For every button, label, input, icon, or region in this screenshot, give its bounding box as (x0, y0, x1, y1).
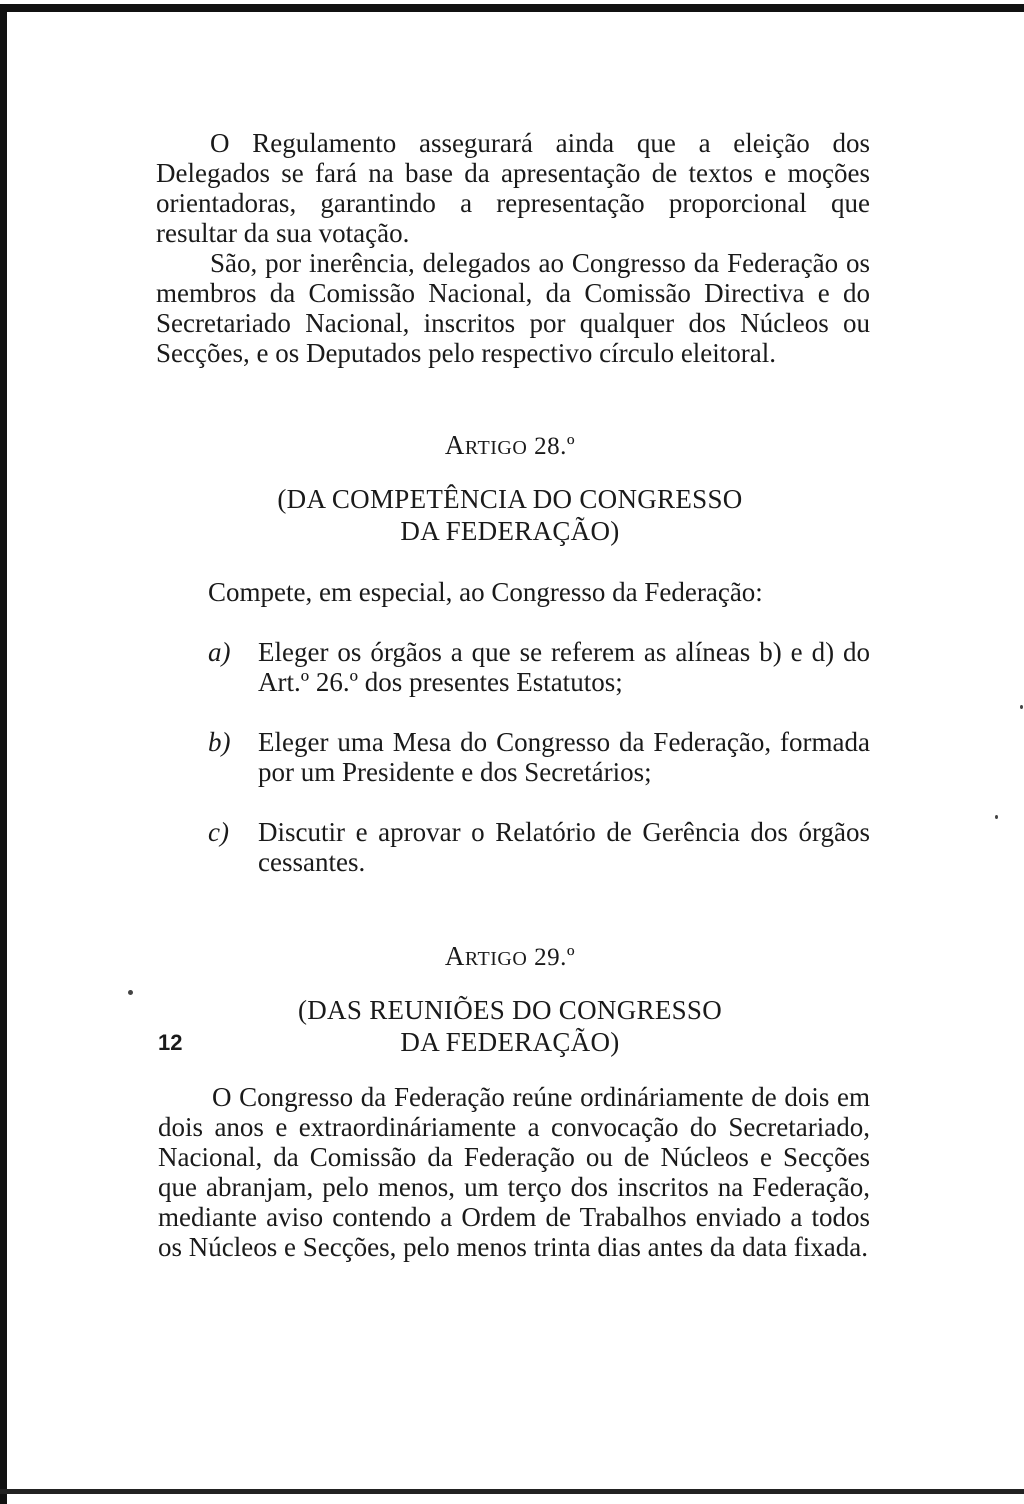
item-text: Eleger os órgãos a que se referem as alíneas b) e d) do Art.º 26.º dos presentes Estatutos; (258, 637, 870, 697)
article-29-number: 29.º (534, 944, 576, 971)
intro-paragraph-1: O Regulamento assegurará ainda que a eleição dos Delegados se fará na base da apresentação de textos e moções orientadoras, garantindo a representação proporcional que resultar da sua votação. (156, 128, 870, 248)
scan-speck (995, 815, 998, 819)
article-28-heading-cap: A (444, 430, 465, 460)
article-29-subtitle-line-1: (DAS REUNIÕES DO CONGRESSO (297, 995, 723, 1025)
item-letter: c) (208, 817, 229, 847)
article-28-number: 28.º (534, 433, 576, 460)
article-28-heading (150, 430, 870, 463)
scan-speck (128, 990, 133, 995)
article-29-subtitle-line-2: DA FEDERAÇÃO) (400, 1027, 620, 1057)
article-28-subtitle-line-1: (DA COMPETÊNCIA DO CONGRESSO (277, 484, 743, 514)
article-29-heading-word: RTIGO (464, 948, 528, 970)
page-number: 12 (158, 1030, 183, 1055)
document-page (150, 128, 870, 1262)
article-28-subtitle (150, 483, 870, 547)
intro-paragraph-2: São, por inerência, delegados ao Congresso da Federação os membros da Comissão Nacional, da Comissão Directiva e do Secretariado Nacional, inscritos por qualquer dos Núcleos ou Secções, e os Deputados pelo respectivo círculo eleitoral. (156, 248, 870, 368)
article-28-item-c (150, 817, 870, 877)
scan-border-left (0, 4, 7, 1504)
item-letter: b) (208, 727, 231, 757)
item-letter: a) (208, 637, 231, 667)
article-29-paragraph: O Congresso da Federação reúne ordináriamente de dois em dois anos e extraordináriamente a convocação do Secretariado, Nacional, da Comissão da Federação ou de Núcleos e Secções que abranjam, pelo menos, um terço dos inscritos na Federação, mediante aviso contendo a Ordem de Trabalhos enviado a todos os Núcleos e Secções, pelo menos trinta dias antes da data fixada. (158, 1082, 870, 1262)
scan-speck (1020, 705, 1023, 709)
article-28-item-b (150, 727, 870, 787)
item-text: Eleger uma Mesa do Congresso da Federação, formada por um Presidente e dos Secretários; (258, 727, 870, 787)
article-28-heading-word: RTIGO (464, 437, 528, 459)
article-29-heading-cap: A (444, 941, 465, 971)
article-28-subtitle-line-2: DA FEDERAÇÃO) (400, 516, 620, 546)
scan-border-bottom (0, 1489, 1024, 1494)
item-text: Discutir e aprovar o Relatório de Gerência dos órgãos cessantes. (258, 817, 870, 877)
article-29-heading (150, 941, 870, 974)
article-28-lead: Compete, em especial, ao Congresso da Federação: (208, 577, 763, 607)
scan-border-top (0, 4, 1024, 12)
article-28-item-a (150, 637, 870, 697)
article-29-subtitle (150, 994, 870, 1058)
